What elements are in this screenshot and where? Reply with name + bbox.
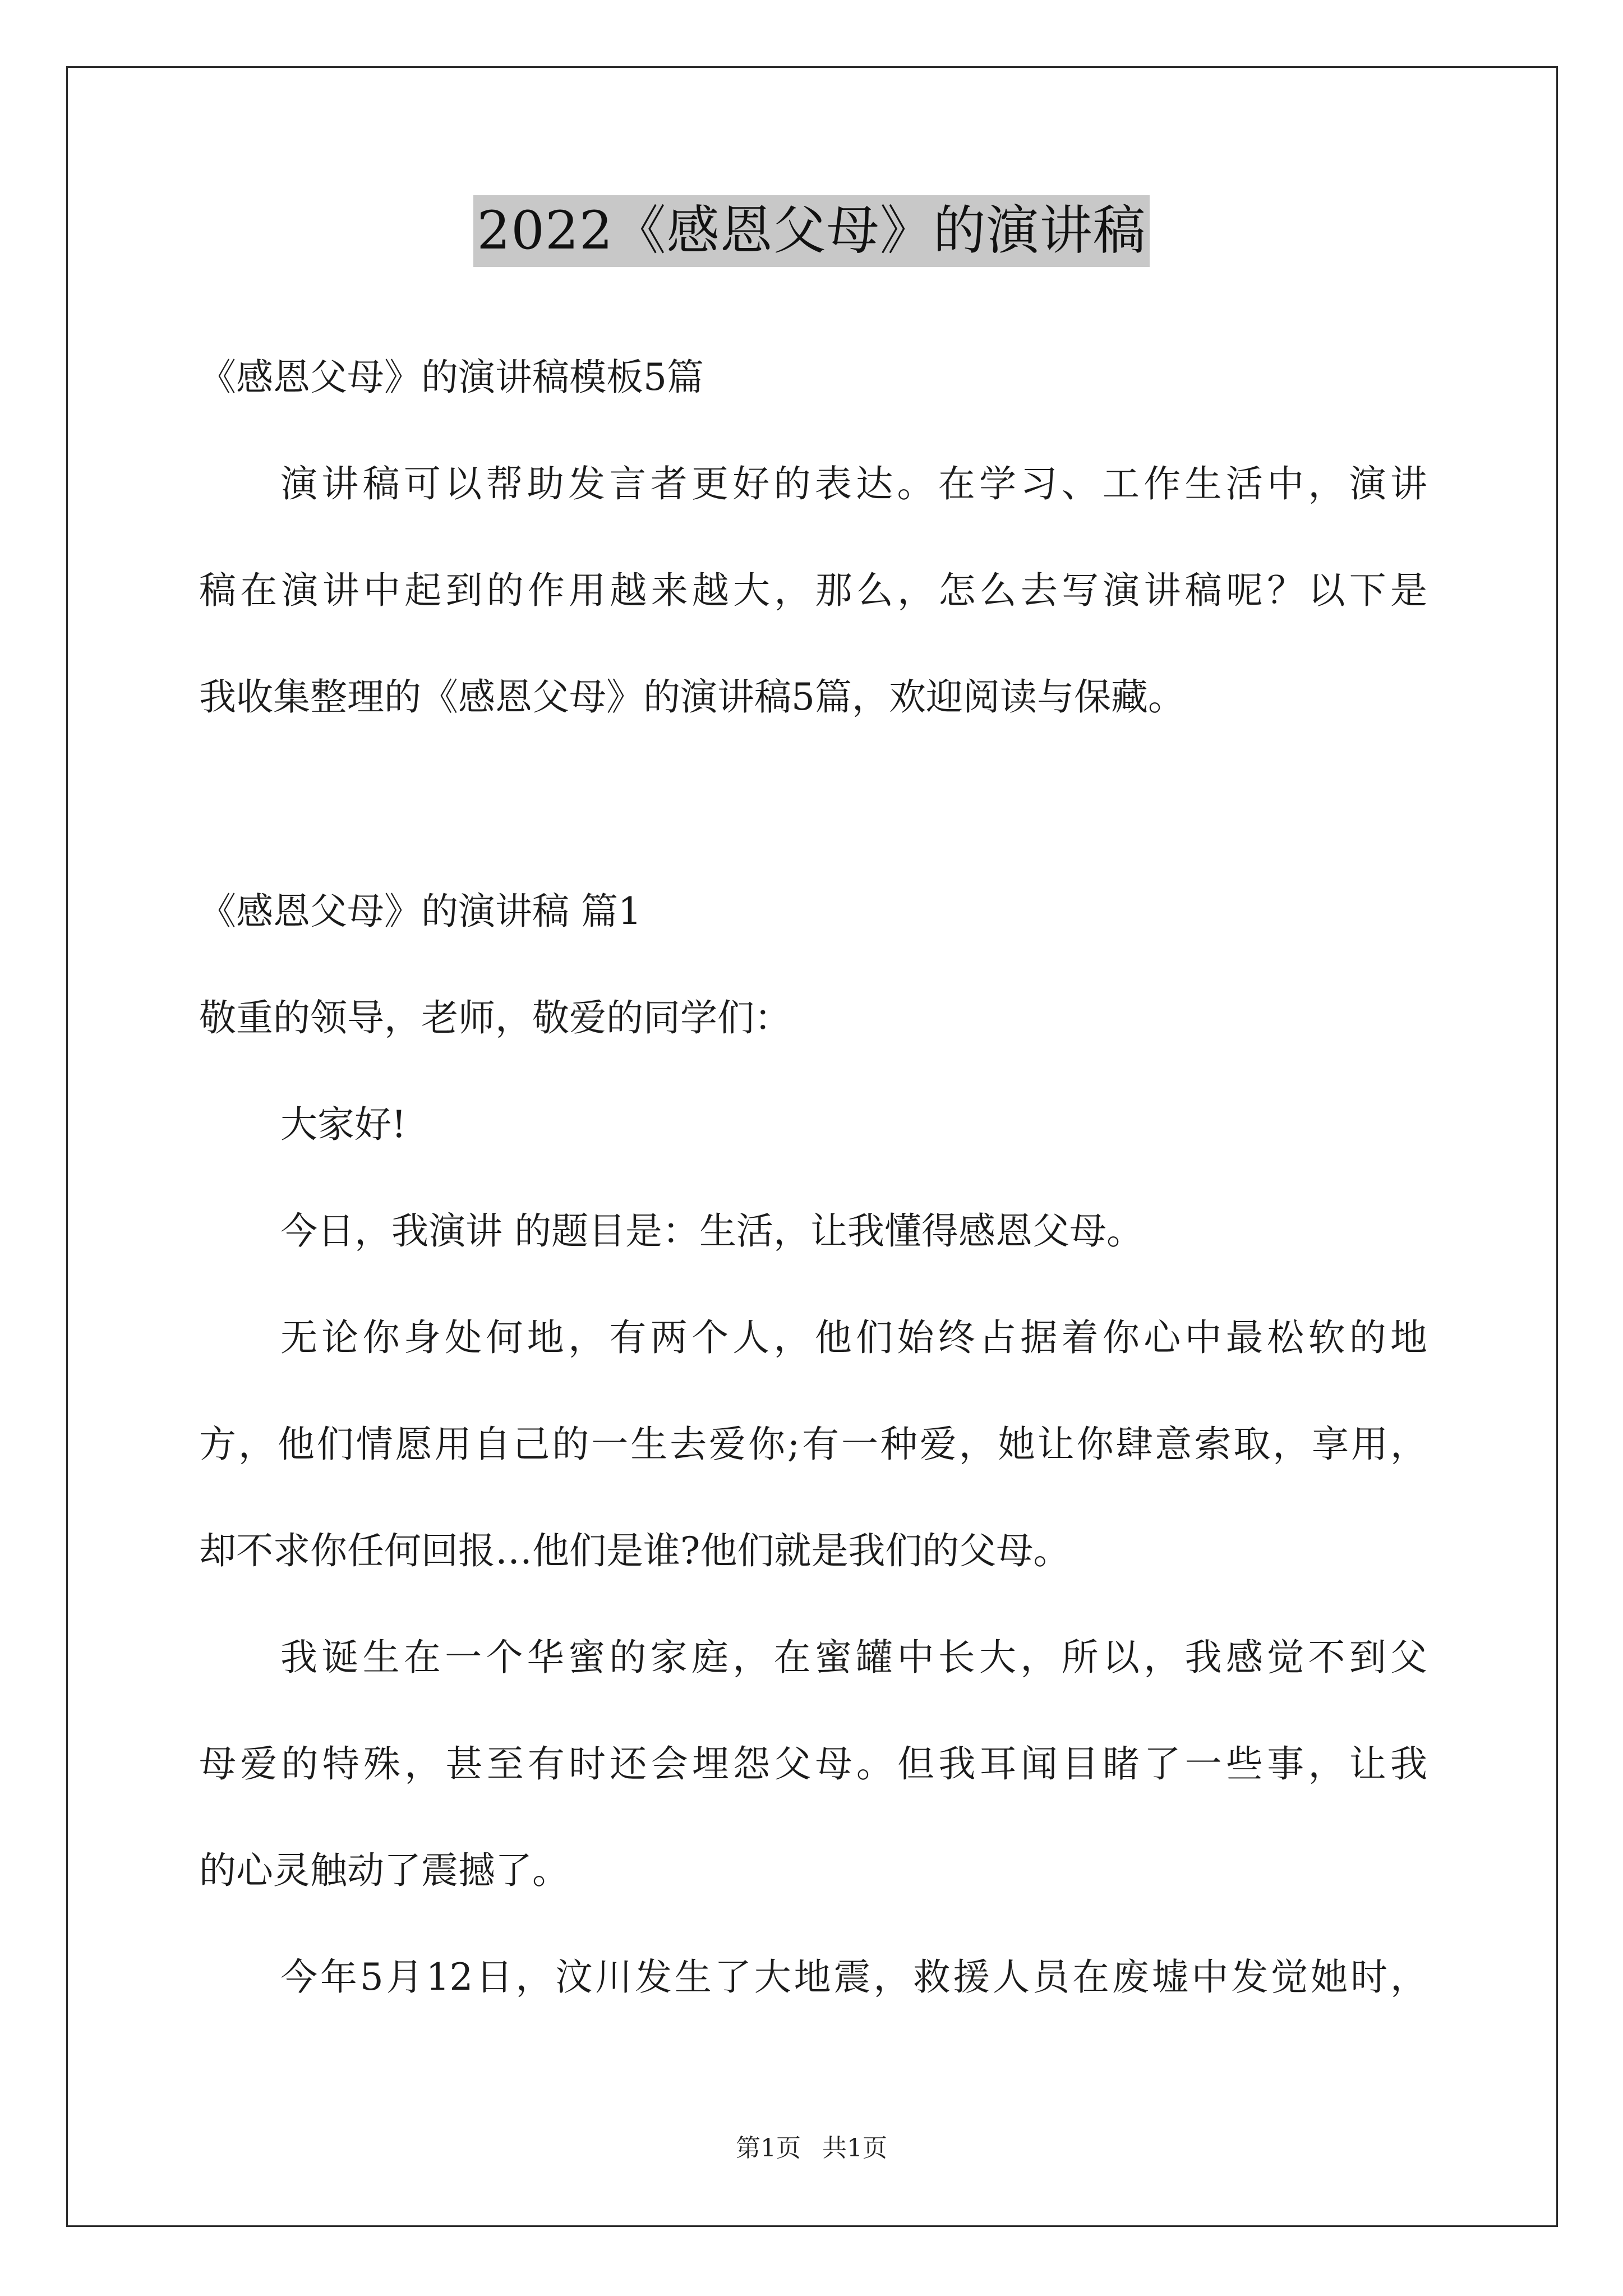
para1-line-3: 却不求你任何回报…他们是谁?他们就是我们的父母。 [199,1529,1071,1572]
para1-line-2: 方，他们情愿用自己的一生去爱你;有一种爱，她让你肆意索取，享用， [199,1423,1427,1466]
intro-line-3: 我收集整理的《感恩父母》的演讲稿5篇，欢迎阅读与保藏。 [199,675,1185,719]
intro-line-1: 演讲稿可以帮助发言者更好的表达。在学习、工作生活中，演讲 [280,462,1427,505]
title-wrap [0,195,1623,267]
para2-line-1: 我诞生在一个华蜜的家庭，在蜜罐中长大，所以，我感觉不到父 [280,1636,1427,1679]
page-number: 第1页 [736,2134,801,2162]
section-heading: 《感恩父母》的演讲稿 篇1 [199,890,642,933]
topic-line: 今日，我演讲 的题目是：生活，让我懂得感恩父母。 [280,1209,1144,1253]
para2-line-3: 的心灵触动了震撼了。 [199,1849,569,1892]
subtitle: 《感恩父母》的演讲稿模板5篇 [199,356,704,399]
para3-line-1: 今年5月12日，汶川发生了大地震，救援人员在废墟中发觉她时， [280,1955,1427,1999]
para1-line-1: 无论你身处何地，有两个人，他们始终占据着你心中最松软的地 [280,1316,1427,1359]
salutation: 敬重的领导，老师，敬爱的同学们： [199,996,791,1039]
document-title: 2022《感恩父母》的演讲稿 [473,195,1149,267]
page-total: 共1页 [822,2134,887,2162]
greeting: 大家好! [280,1103,407,1146]
para2-line-2: 母爱的特殊，甚至有时还会埋怨父母。但我耳闻目睹了一些事，让我 [199,1742,1427,1786]
intro-line-2: 稿在演讲中起到的作用越来越大，那么，怎么去写演讲稿呢？以下是 [199,569,1427,612]
page-footer [0,2132,1623,2165]
